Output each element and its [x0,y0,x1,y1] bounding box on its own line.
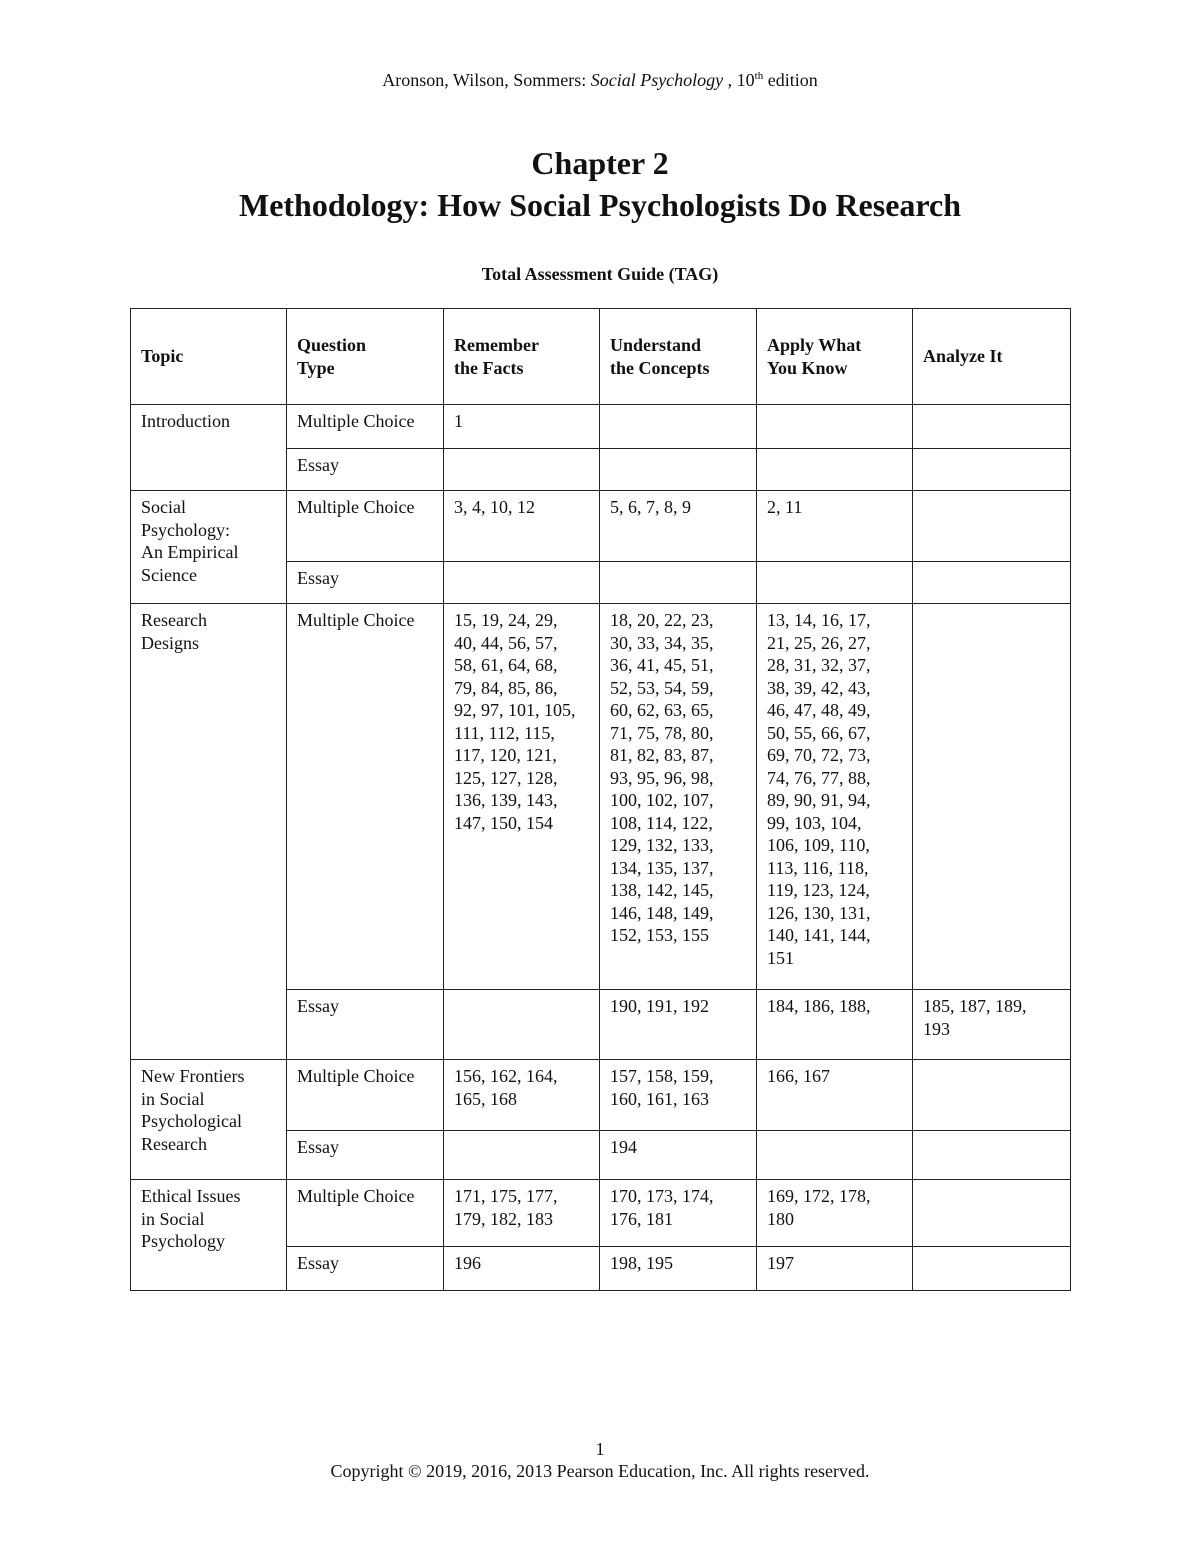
copyright-notice: Copyright © 2019, 2016, 2013 Pearson Education, Inc. All rights reserved. [330,1461,870,1481]
header-apply-line2: You Know [767,357,848,378]
header-edition-prefix: , 10 [723,70,755,90]
understand-cell: 18, 20, 22, 23, 30, 33, 34, 35, 36, 41, 45, 51, 52, 53, 54, 59, 60, 62, 63, 65, 71, 75, 78, 80, 81, 82, 83, 87, 93, 95, 96, 98, 100, 102, 107, 108, 114, 122, 129, 132, 133, 134, 135, 137, 138, 142, 145, 146, 148, 149, 152, 153, 155 [600,604,757,990]
analyze-cell [913,1131,1071,1180]
apply-cell: 184, 186, 188, [757,990,913,1060]
remember-cell [444,562,600,604]
question-type-cell: Essay [287,562,444,604]
question-type-cell: Multiple Choice [287,1180,444,1247]
header-understand-line2: the Concepts [610,357,710,378]
page-number: 1 [595,1439,605,1459]
remember-cell: 196 [444,1247,600,1291]
table-row [131,491,1071,562]
header-edition-suffix: edition [763,70,818,90]
remember-cell: 171, 175, 177, 179, 182, 183 [444,1180,600,1247]
apply-cell: 169, 172, 178, 180 [757,1180,913,1247]
apply-cell [757,405,913,449]
header-topic-label: Topic [141,346,184,367]
topic-cell: Research Designs [131,604,287,1060]
apply-cell [757,562,913,604]
remember-cell [444,1131,600,1180]
analyze-cell [913,449,1071,491]
remember-cell: 156, 162, 164, 165, 168 [444,1060,600,1131]
header-analyze-label: Analyze It [923,346,1003,367]
guide-title: Total Assessment Guide (TAG) [481,264,719,284]
header-apply [757,309,913,405]
analyze-cell [913,604,1071,990]
analyze-cell [913,491,1071,562]
understand-cell: 157, 158, 159, 160, 161, 163 [600,1060,757,1131]
chapter-number: Chapter 2 [531,145,669,181]
apply-cell: 2, 11 [757,491,913,562]
table-row [131,1060,1071,1131]
header-topic [131,309,287,405]
remember-cell: 15, 19, 24, 29, 40, 44, 56, 57, 58, 61, 64, 68, 79, 84, 85, 86, 92, 97, 101, 105, 111, 112, 115, 117, 120, 121, 125, 127, 128, 136, 139, 143, 147, 150, 154 [444,604,600,990]
table-row [131,604,1071,990]
understand-cell: 5, 6, 7, 8, 9 [600,491,757,562]
remember-cell: 1 [444,405,600,449]
question-type-cell: Essay [287,990,444,1060]
analyze-cell [913,1180,1071,1247]
header-book-title: Social Psychology [590,70,724,90]
chapter-subtitle: Methodology: How Social Psychologists Do Research [238,187,962,223]
question-type-cell: Multiple Choice [287,1060,444,1131]
header-understand-line1: Understand [610,335,702,355]
header-question-type-line1: Question [297,335,367,355]
chapter-title-block [0,142,1200,226]
header-apply-line1: Apply What [767,335,862,355]
table-row [131,1180,1071,1247]
remember-cell [444,990,600,1060]
header-edition-sup: th [754,70,764,82]
assessment-table [130,308,1071,1291]
header-authors: Aronson, Wilson, Sommers: [382,70,591,90]
question-type-cell: Essay [287,1131,444,1180]
understand-cell [600,449,757,491]
topic-cell: Introduction [131,405,287,491]
question-type-cell: Essay [287,1247,444,1291]
table-header-row [131,309,1071,405]
header-question-type [287,309,444,405]
header-analyze [913,309,1071,405]
understand-cell: 194 [600,1131,757,1180]
remember-cell [444,449,600,491]
remember-cell: 3, 4, 10, 12 [444,491,600,562]
apply-cell [757,449,913,491]
header-question-type-line2: Type [297,357,335,378]
table-row [131,405,1071,449]
analyze-cell [913,405,1071,449]
header-understand [600,309,757,405]
question-type-cell: Multiple Choice [287,491,444,562]
understand-cell [600,405,757,449]
understand-cell: 198, 195 [600,1247,757,1291]
question-type-cell: Essay [287,449,444,491]
header-remember-line2: the Facts [454,357,524,378]
header-remember-line1: Remember [454,335,539,355]
understand-cell: 190, 191, 192 [600,990,757,1060]
apply-cell [757,1131,913,1180]
running-header [0,70,1200,91]
apply-cell: 166, 167 [757,1060,913,1131]
analyze-cell [913,562,1071,604]
topic-cell: Social Psychology: An Empirical Science [131,491,287,604]
header-remember [444,309,600,405]
understand-cell [600,562,757,604]
topic-cell: Ethical Issues in Social Psychology [131,1180,287,1291]
analyze-cell: 185, 187, 189, 193 [913,990,1071,1060]
apply-cell: 13, 14, 16, 17, 21, 25, 26, 27, 28, 31, 32, 37, 38, 39, 42, 43, 46, 47, 48, 49, 50, 55, 66, 67, 69, 70, 72, 73, 74, 76, 77, 88, 89, 90, 91, 94, 99, 103, 104, 106, 109, 110, 113, 116, 118, 119, 123, 124, 126, 130, 131, 140, 141, 144, 151 [757,604,913,990]
page-footer [0,1438,1200,1482]
analyze-cell [913,1060,1071,1131]
analyze-cell [913,1247,1071,1291]
question-type-cell: Multiple Choice [287,405,444,449]
understand-cell: 170, 173, 174, 176, 181 [600,1180,757,1247]
apply-cell: 197 [757,1247,913,1291]
topic-cell: New Frontiers in Social Psychological Research [131,1060,287,1180]
question-type-cell: Multiple Choice [287,604,444,990]
